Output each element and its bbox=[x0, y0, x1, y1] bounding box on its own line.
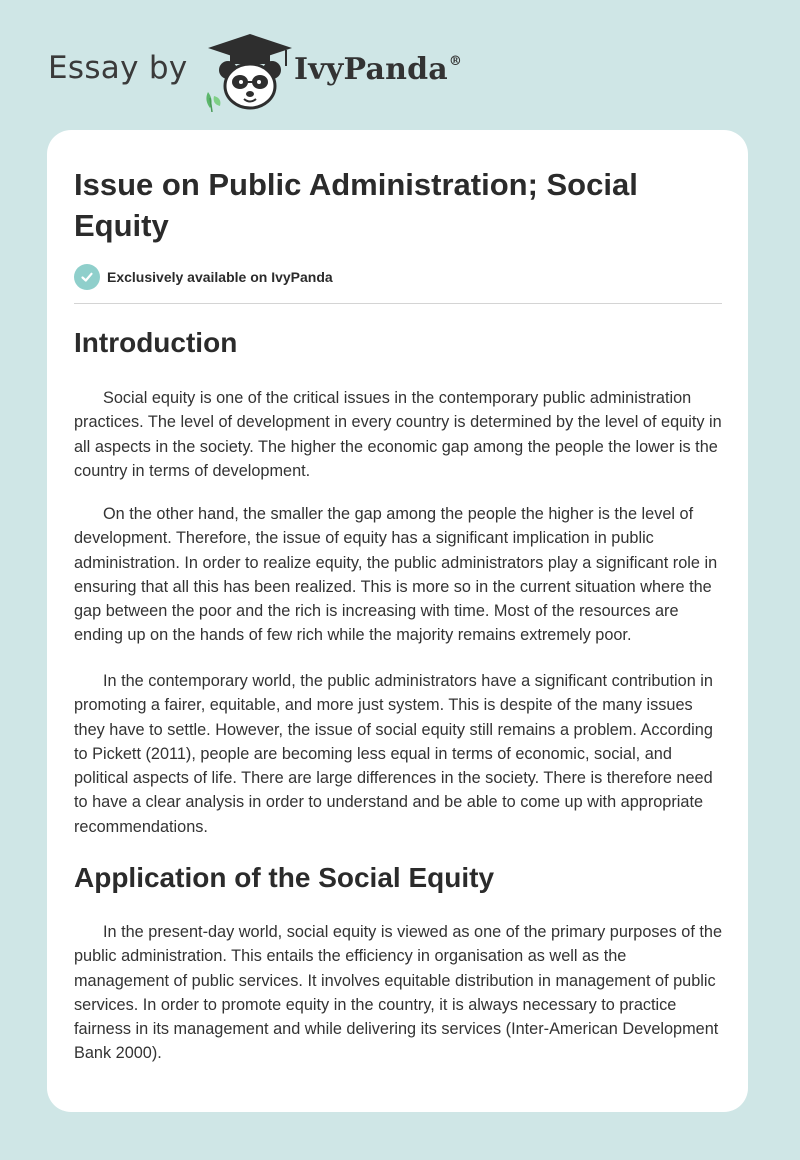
brand-name[interactable]: IvyPanda® bbox=[294, 52, 463, 87]
section-heading-application: Application of the Social Equity bbox=[74, 862, 495, 893]
section-heading-introduction: Introduction bbox=[74, 327, 238, 358]
divider bbox=[74, 303, 722, 304]
exclusive-badge bbox=[74, 264, 333, 290]
article-card bbox=[47, 130, 748, 1112]
essay-by-text: Essay by bbox=[48, 50, 188, 86]
check-icon bbox=[74, 264, 100, 290]
paragraph: Social equity is one of the critical issues in the contemporary public administration practices. The level of development in every country is determined by the level of equity in all aspects in the society. The higher the economic gap among the people the lower is the country in terms of development. bbox=[74, 389, 722, 480]
page-title: Issue on Public Administration; Social Equity bbox=[74, 167, 638, 243]
site-header bbox=[48, 32, 548, 112]
paragraph: On the other hand, the smaller the gap among the people the higher is the level of development. Therefore, the issue of equity has a significant implication in public administration. In order to realize equity, the public administrators play a significant role in ensuring that all this has been realized. This is more so in the current situation where the gap between the poor and the rich is increasing with time. Most of the resources are ending up on the hands of few rich while the majority remains extremely poor. bbox=[74, 505, 718, 645]
registered-mark: ® bbox=[448, 54, 463, 69]
badge-text: Exclusively available on IvyPanda bbox=[107, 269, 333, 285]
paragraph: In the present-day world, social equity is viewed as one of the primary purposes of the public administration. This entails the efficiency in organisation as well as the management of public services. It involves equitable distribution in management of public services. In order to promote equity in the country, it is always necessary to practice fairness in its management and while delivering its services (Inter-American Development Bank 2000). bbox=[74, 923, 723, 1063]
paragraph: In the contemporary world, the public administrators have a significant contribution in promoting a fairer, equitable, and more just system. This is despite of the many issues they have to settle. However, the issue of social equity still remains a problem. According to Pickett (2011), people are becoming less equal in terms of economic, social, and political aspects of life. There are large differences in the society. There is therefore need to have a clear analysis in order to understand and be able to come up with appropriate recommendations. bbox=[74, 672, 713, 836]
panda-graduate-icon[interactable] bbox=[202, 32, 298, 112]
